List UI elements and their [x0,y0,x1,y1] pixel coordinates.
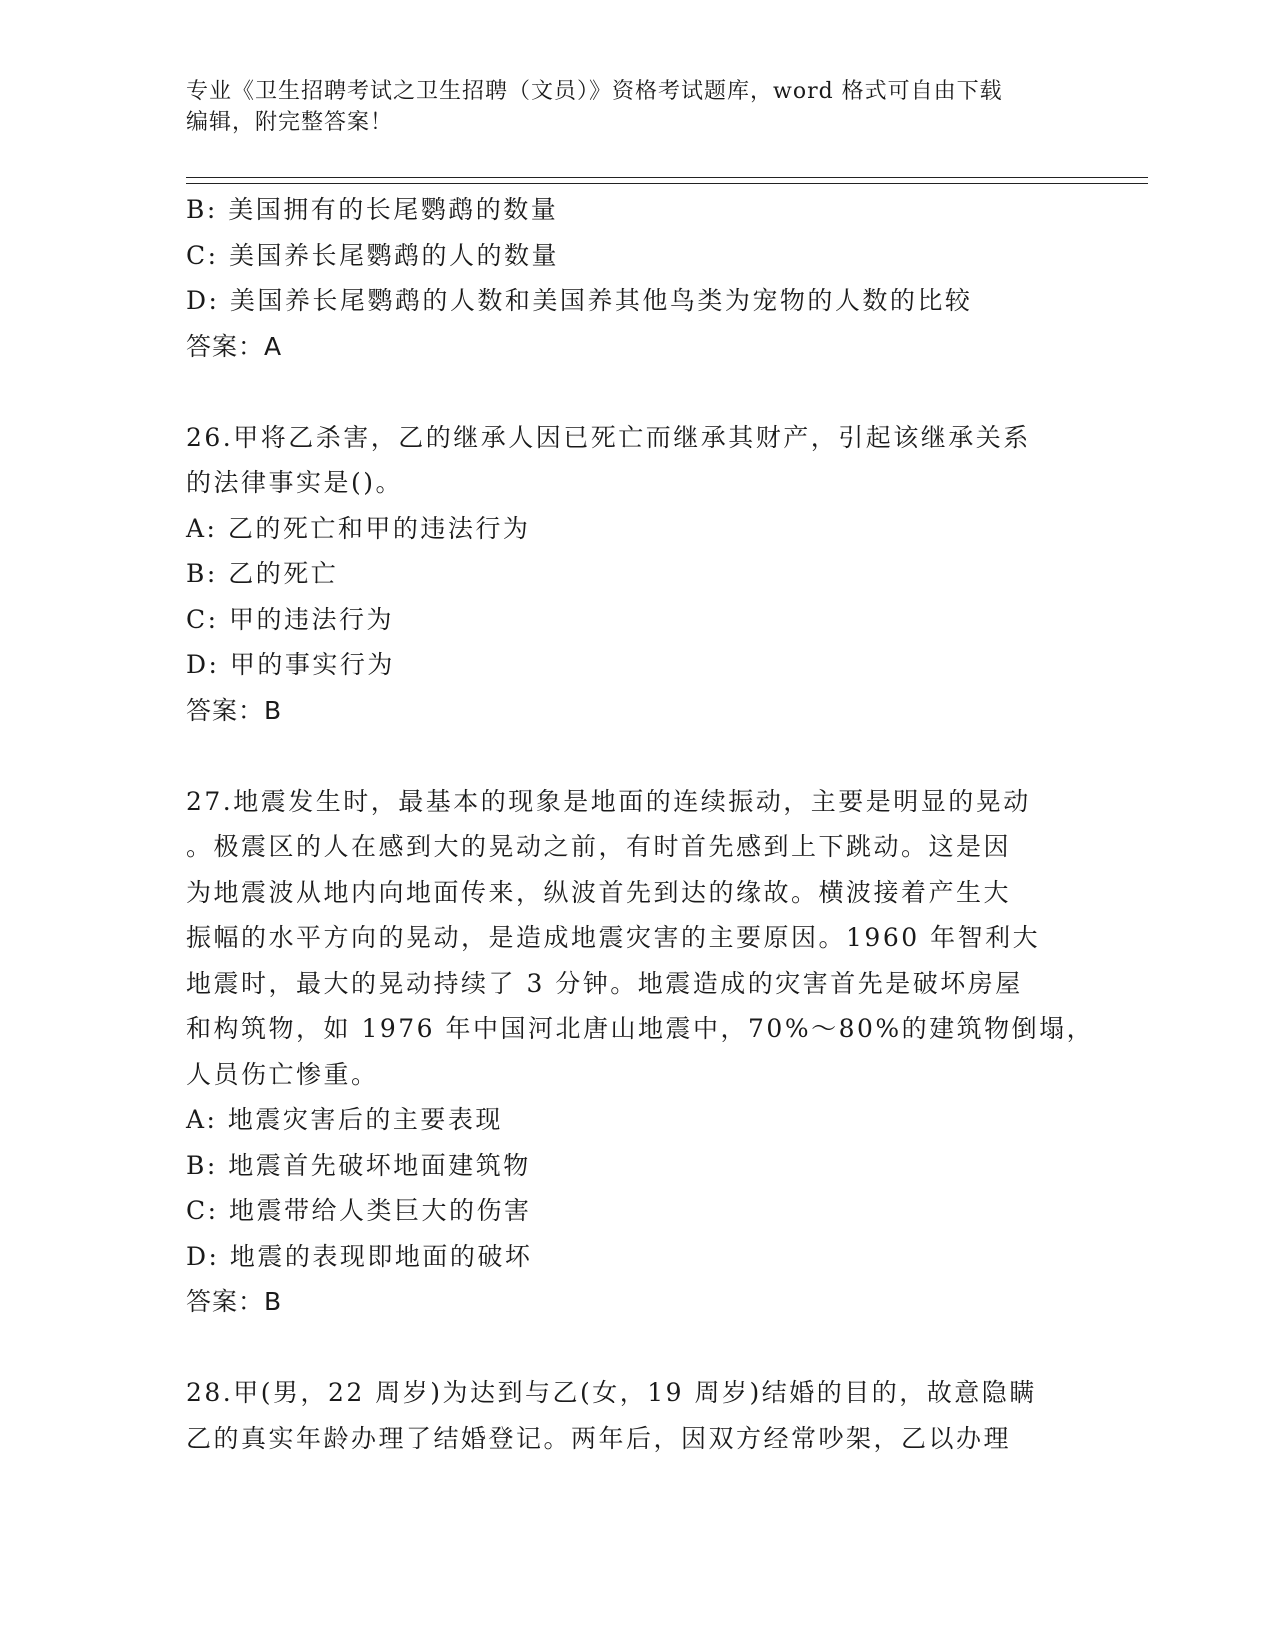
option-b: B: 乙的死亡 [186,559,339,588]
option-d: D: 美国养长尾鹦鹉的人数和美国养其他鸟类为宠物的人数的比较 [186,286,973,315]
header-line: 编辑，附完整答案！ [186,110,394,135]
question-stem-line: 的法律事实是()。 [186,468,404,497]
option-a: A: 乙的死亡和甲的违法行为 [186,513,531,543]
option-c: C: 美国养长尾鹦鹉的人的数量 [186,240,559,270]
question-stem-line: 。极震区的人在感到大的晃动之前，有时首先感到上下跳动。这是因 [186,832,1012,861]
question-stem-line: 地震时，最大的晃动持续了 3 分钟。地震造成的灾害首先是破坏房屋 [186,968,1023,998]
question-stem-line: 和构筑物，如 1976 年中国河北唐山地震中，70%～80%的建筑物倒塌， [186,1014,1095,1043]
question-26 [186,415,1066,734]
question-stem-line: 振幅的水平方向的晃动，是造成地震灾害的主要原因。1960 年智利大 [186,923,1041,952]
answer: 答案：B [186,695,283,725]
question-list [186,187,1095,1461]
question-stem-line: 为地震波从地内向地面传来，纵波首先到达的缘故。横波接着产生大 [186,877,1012,907]
question-stem-line: 乙的真实年龄办理了结婚登记。两年后，因双方经常吵架，乙以办理 [186,1423,1012,1453]
question-stem-line: 28.甲(男，22 周岁)为达到与乙(女，19 周岁)结婚的目的，故意隐瞒 [186,1378,1037,1407]
option-d: D: 甲的事实行为 [186,650,395,679]
option-b: B: 美国拥有的长尾鹦鹉的数量 [186,195,559,224]
question-stem-line: 27.地震发生时，最基本的现象是地面的连续振动，主要是明显的晃动 [186,786,1031,816]
page-header [186,76,1066,138]
header-line: 专业《卫生招聘考试之卫生招聘（文员）》资格考试题库，word 格式可自由下载 [186,79,1003,104]
header-divider [186,183,1148,184]
answer: 答案：A [186,331,283,361]
option-c: C: 甲的违法行为 [186,604,394,634]
answer: 答案：B [186,1287,283,1316]
option-d: D: 地震的表现即地面的破坏 [186,1241,533,1271]
option-c: C: 地震带给人类巨大的伤害 [186,1196,532,1225]
question-25-tail [186,187,1066,369]
question-stem-line: 26.甲将乙杀害，乙的继承人因已死亡而继承其财产，引起该继承关系 [186,422,1031,452]
option-b: B: 地震首先破坏地面建筑物 [186,1150,531,1180]
question-28 [186,1370,1066,1461]
question-stem-line: 人员伤亡惨重。 [186,1059,379,1089]
question-27 [186,779,1095,1325]
option-a: A: 地震灾害后的主要表现 [186,1105,503,1134]
header-divider [186,177,1148,178]
